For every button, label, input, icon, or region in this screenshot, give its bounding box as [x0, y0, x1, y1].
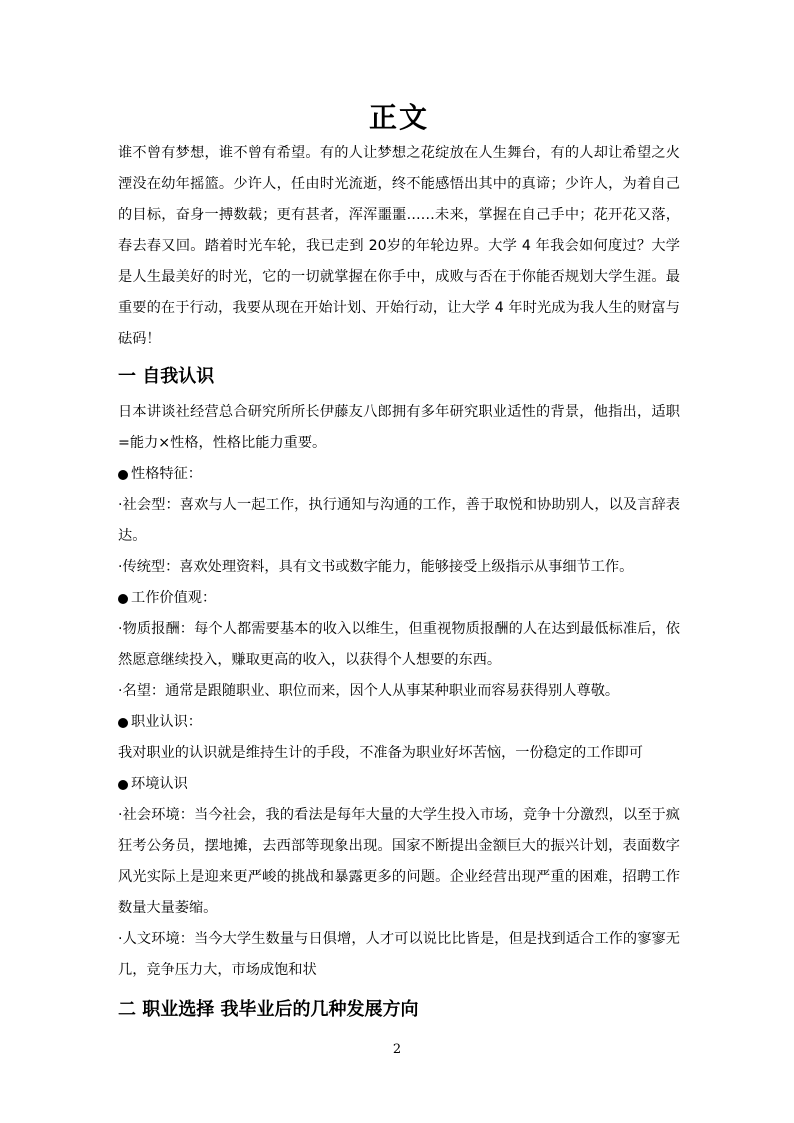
section-heading-career-choice: 二 职业选择 我毕业后的几种发展方向 [118, 999, 419, 1020]
bullet-dot-icon [118, 470, 128, 480]
environment-item-cultural: ·人文环境：当今大学生数量与日俱增，人才可以说比比皆是，但是找到适合工作的寥寥无几，竞争压力大，市场成饱和状 [118, 931, 680, 978]
career-label: 职业认识： [131, 714, 202, 730]
career-text: 我对职业的认识就是维持生计的手段，不准备为职业好坏苦恼，一份稳定的工作即可 [118, 745, 643, 761]
page-number: 2 [392, 1042, 402, 1057]
environment-heading [118, 769, 680, 800]
personality-item-social: ·社会型：喜欢与人一起工作，执行通知与沟通的工作，善于取悦和协助别人，以及言辞表达。 [118, 497, 680, 544]
page-content [118, 98, 680, 1024]
environment-label: 环境认识 [131, 776, 188, 792]
values-label: 工作价值观： [131, 590, 217, 606]
page-title: 正文 [368, 101, 429, 134]
values-item-material: ·物质报酬：每个人都需要基本的收入以维生，但重视物质报酬的人在达到最低标准后，依然愿意继续投入，赚取更高的收入，以获得个人想要的东西。 [118, 621, 680, 668]
quote-paragraph: 日本讲谈社经营总合研究所所长伊藤友八郎拥有多年研究职业适性的背景，他指出，适职=能力×性格，性格比能力重要。 [118, 404, 680, 451]
bullet-dot-icon [118, 780, 128, 790]
bullet-dot-icon [118, 594, 128, 604]
bullet-dot-icon [118, 718, 128, 728]
career-heading [118, 707, 680, 738]
section-heading-self-awareness: 一 自我认识 [118, 366, 215, 387]
values-heading [118, 583, 680, 614]
personality-label: 性格特征： [131, 466, 202, 482]
values-item-prestige: ·名望：通常是跟随职业、职位而来，因个人从事某种职业而容易获得别人尊敬。 [118, 683, 620, 699]
personality-heading [118, 459, 680, 490]
environment-item-social: ·社会环境：当今社会，我的看法是每年大量的大学生投入市场，竞争十分激烈，以至于疯狂考公务员，摆地摊，去西部等现象出现。国家不断提出金额巨大的振兴计划，表面数字风光实际上是迎来更严峻的挑战和暴露更多的问题。企业经营出现严重的困难，招聘工作数量大量萎缩。 [118, 807, 680, 916]
intro-paragraph: 谁不曾有梦想，谁不曾有希望。有的人让梦想之花绽放在人生舞台，有的人却让希望之火湮没在幼年摇篮。少许人，任由时光流逝，终不能感悟出其中的真谛；少许人，为着自己的目标，奋身一搏数载；更有甚者，浑浑噩噩……未来，掌握在自己手中；花开花又落，春去春又回。踏着时光车轮，我已走到 20岁的年轮边界。大学 4 年我会如何度过？大学是人生最美好的时光，它的一切就掌握在你手中，成败与否在于你能否规划大学生涯。最重要的在于行动，我要从现在开始计划、开始行动，让大学 4 年时光成为我人生的财富与砝码！ [118, 145, 680, 347]
personality-item-traditional: ·传统型：喜欢处理资料，具有文书或数字能力，能够接受上级指示从事细节工作。 [118, 559, 634, 575]
